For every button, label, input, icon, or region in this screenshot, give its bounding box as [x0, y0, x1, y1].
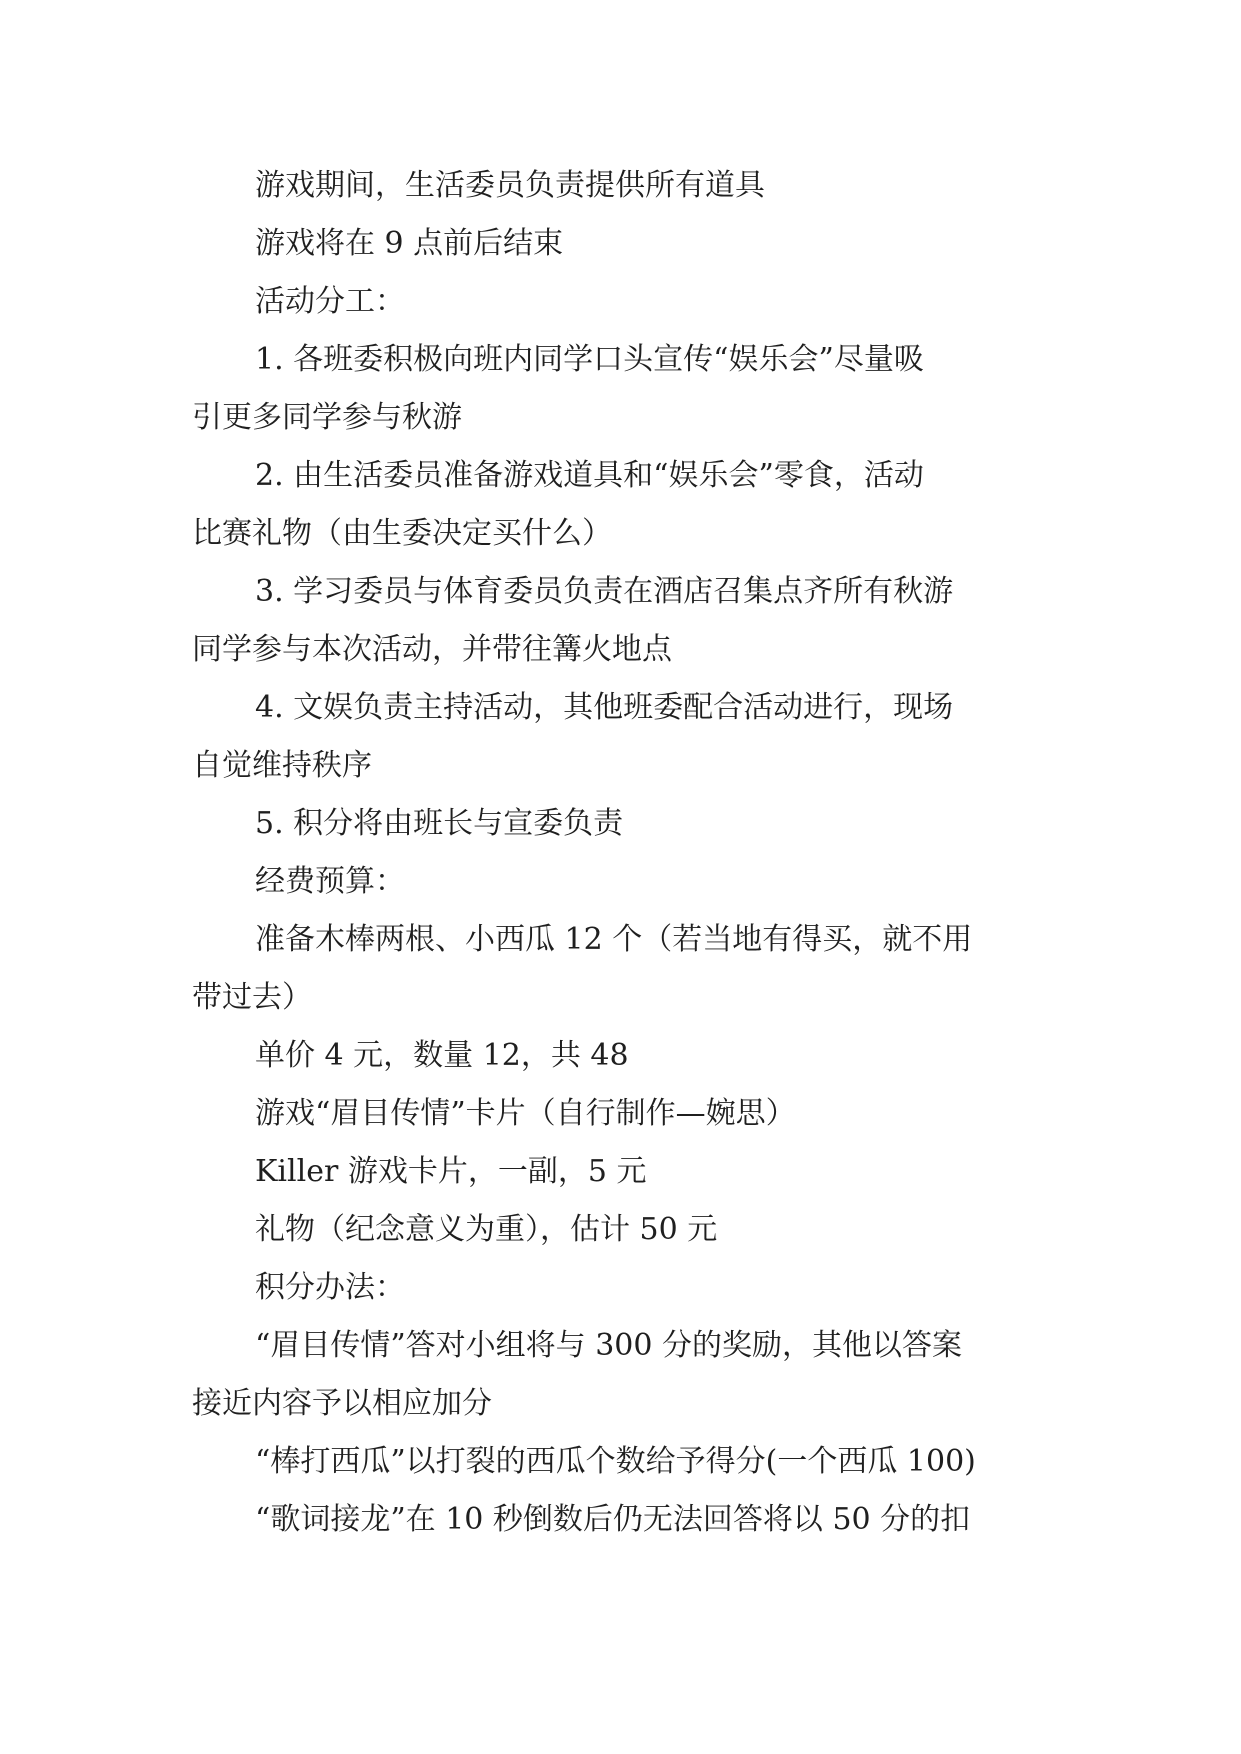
- list-item-4: 4. 文娱负责主持活动，其他班委配合活动进行，现场: [255, 690, 954, 725]
- section-heading-activity-division: 活动分工：: [255, 284, 405, 319]
- list-item-3: 3. 学习委员与体育委员负责在酒店召集点齐所有秋游: [255, 574, 954, 609]
- paragraph-line: 准备木棒两根、小西瓜 12 个（若当地有得买，就不用: [255, 922, 973, 957]
- paragraph-line: “歌词接龙”在 10 秒倒数后仍无法回答将以 50 分的扣: [255, 1502, 971, 1537]
- paragraph-line: “眉目传情”答对小组将与 300 分的奖励，其他以答案: [255, 1328, 963, 1363]
- list-item-1: 1. 各班委积极向班内同学口头宣传“娱乐会”尽量吸: [255, 342, 924, 377]
- paragraph-line: “棒打西瓜”以打裂的西瓜个数给予得分(一个西瓜 100): [255, 1444, 976, 1479]
- section-heading-scoring: 积分办法：: [255, 1270, 405, 1305]
- list-item-2-continuation: 比赛礼物（由生委决定买什么）: [192, 516, 612, 551]
- list-item-1-continuation: 引更多同学参与秋游: [192, 400, 462, 435]
- list-item-3-continuation: 同学参与本次活动，并带往篝火地点: [192, 632, 672, 667]
- list-item-4-continuation: 自觉维持秩序: [192, 748, 372, 783]
- document-body: [192, 157, 1052, 1549]
- paragraph-line: 礼物（纪念意义为重），估计 50 元: [255, 1212, 718, 1247]
- paragraph-line: 单价 4 元，数量 12，共 48: [255, 1038, 629, 1073]
- paragraph-line-continuation: 带过去）: [192, 980, 312, 1015]
- paragraph-line: 游戏“眉目传情”卡片（自行制作—婉思）: [255, 1096, 796, 1131]
- section-heading-budget: 经费预算：: [255, 864, 405, 899]
- paragraph-line-continuation: 接近内容予以相应加分: [192, 1386, 492, 1421]
- list-item-2: 2. 由生活委员准备游戏道具和“娱乐会”零食，活动: [255, 458, 924, 493]
- paragraph-line: 游戏期间，生活委员负责提供所有道具: [255, 168, 765, 203]
- paragraph-line: Killer 游戏卡片，一副，5 元: [255, 1154, 647, 1189]
- paragraph-line: 游戏将在 9 点前后结束: [255, 226, 564, 261]
- list-item-5: 5. 积分将由班长与宣委负责: [255, 806, 624, 841]
